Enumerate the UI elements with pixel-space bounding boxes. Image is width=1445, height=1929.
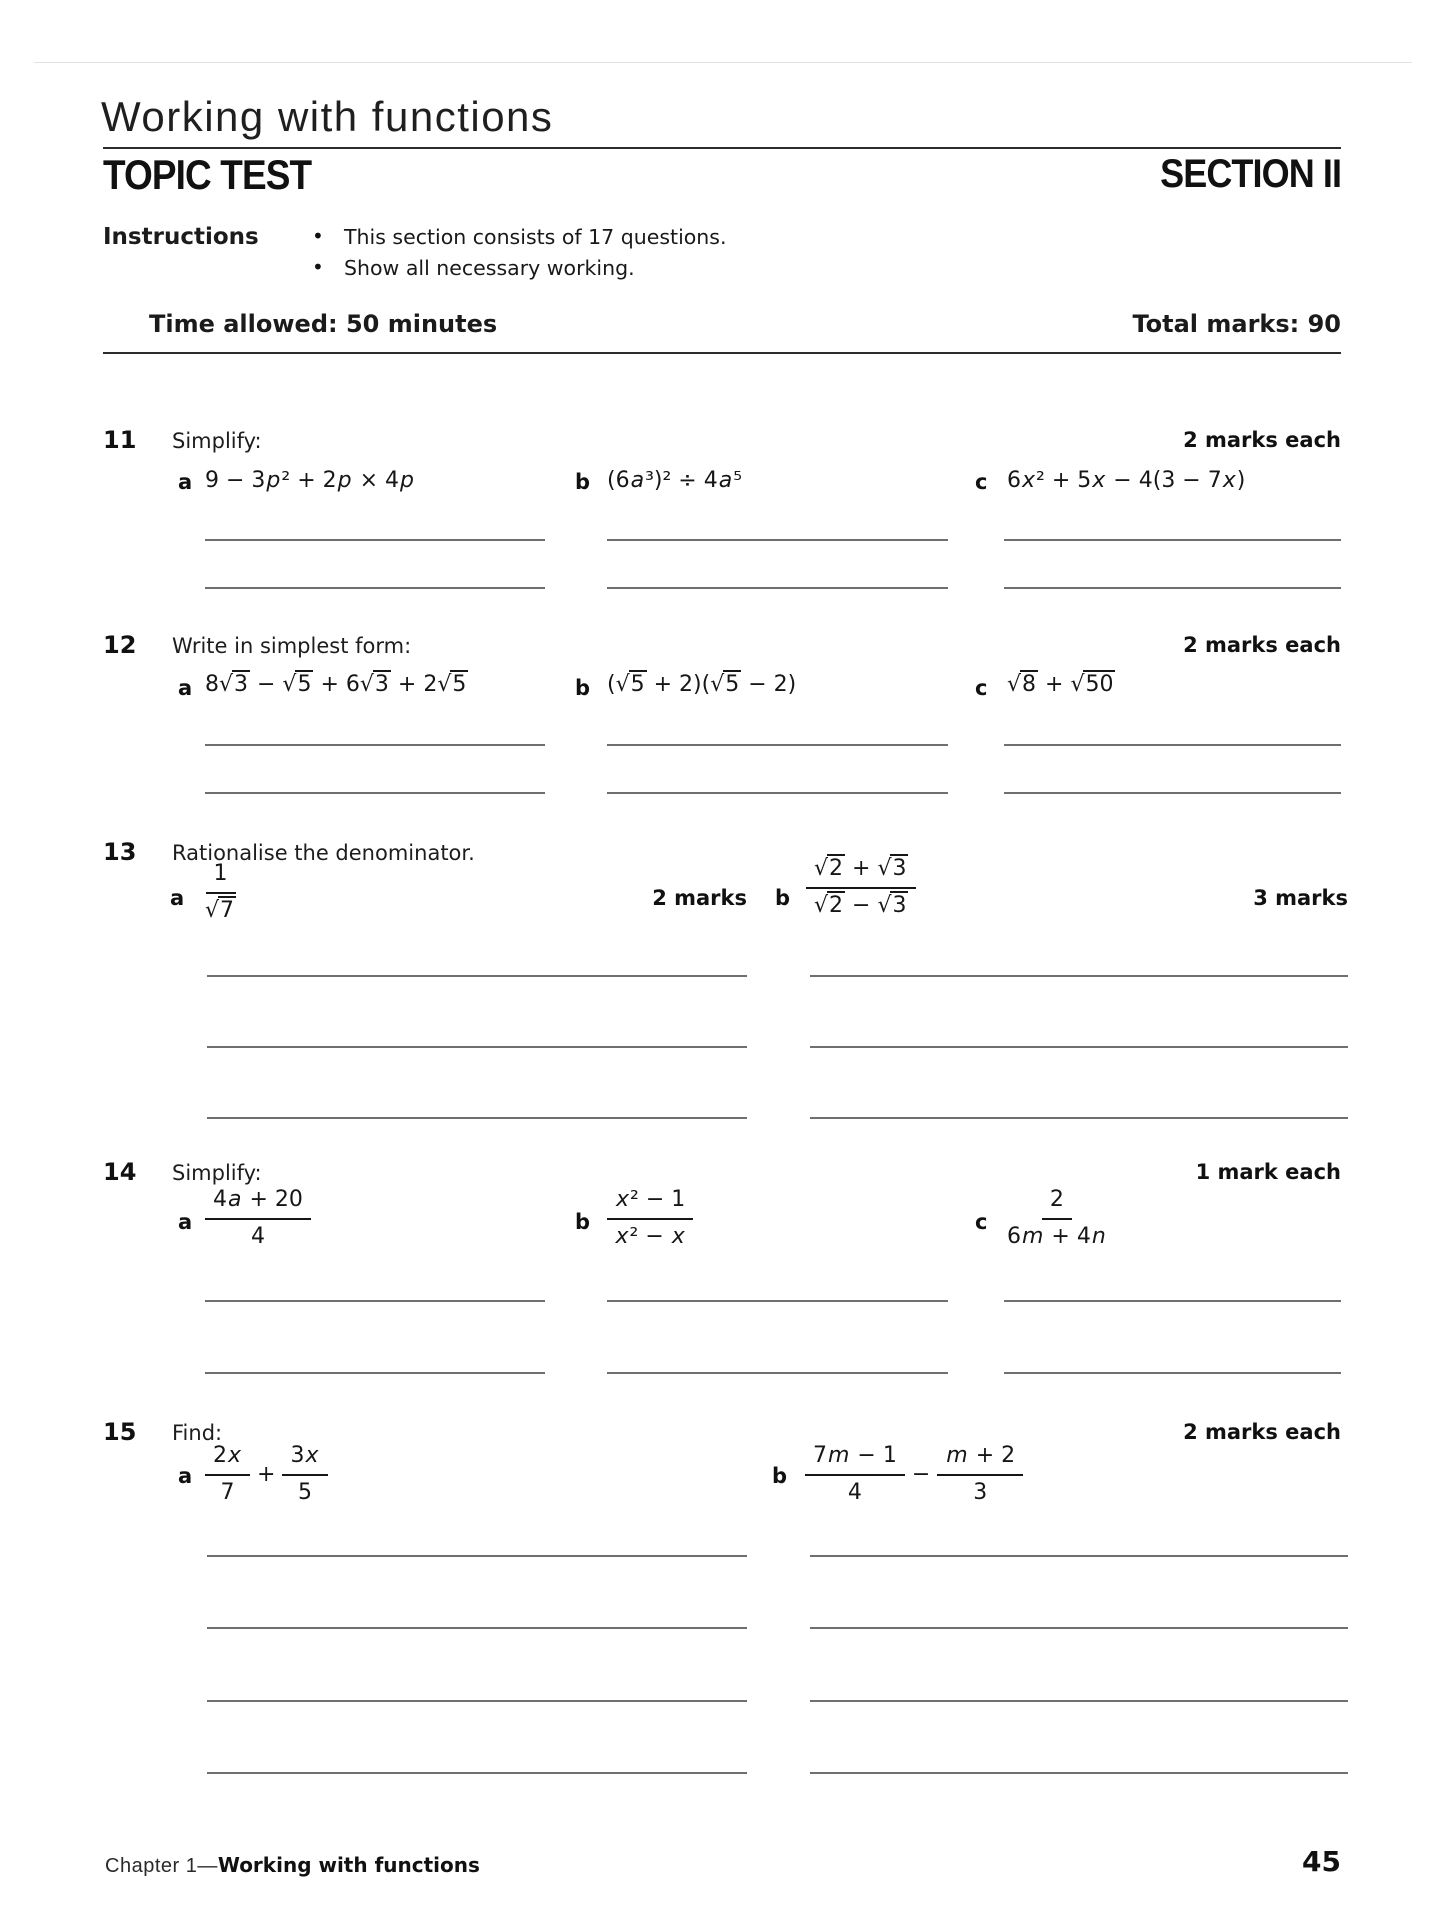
fraction-denominator: 7 (220, 1479, 235, 1505)
answer-line (607, 744, 948, 746)
instructions-label: Instructions (103, 224, 259, 250)
question-prompt: Simplify: (172, 429, 262, 453)
instruction-item: This section consists of 17 questions. (344, 225, 727, 249)
part-label: a (170, 886, 185, 910)
operator: − (911, 1462, 931, 1488)
total-marks: Total marks: 90 (1132, 310, 1341, 338)
part-label: a (178, 676, 193, 700)
fraction-numerator: x² − 1 (607, 1186, 693, 1220)
instruction-item: Show all necessary working. (344, 256, 635, 280)
section-label: SECTION II (1159, 152, 1341, 196)
fraction-denominator: 4 (847, 1479, 862, 1505)
answer-line (1004, 587, 1341, 589)
answer-line (607, 539, 948, 541)
answer-line (1004, 1372, 1341, 1374)
part-label: c (975, 470, 988, 494)
fraction-denominator: 5 (297, 1479, 312, 1505)
answer-line (1004, 1300, 1341, 1302)
answer-line (607, 1300, 948, 1302)
answer-line (810, 1555, 1348, 1557)
answer-line (205, 792, 545, 794)
fraction-denominator: 4 (250, 1223, 265, 1249)
question-prompt: Write in simplest form: (172, 634, 412, 658)
fraction (1007, 1186, 1107, 1251)
fraction-numerator: 4a + 20 (205, 1186, 311, 1220)
answer-line (207, 1117, 747, 1119)
part-label: b (775, 886, 791, 910)
marks-label: 3 marks (1253, 886, 1348, 910)
part-label: c (975, 676, 988, 700)
title-rule (103, 147, 1341, 149)
question-prompt: Simplify: (172, 1161, 262, 1185)
page-edge-artifact (34, 62, 1412, 63)
part-label: a (178, 1464, 193, 1488)
part-label: b (575, 470, 591, 494)
footer-chapter-reference (105, 1853, 480, 1878)
answer-line (207, 1772, 747, 1774)
fraction (205, 1186, 311, 1251)
question-number: 14 (103, 1158, 137, 1186)
part-label: a (178, 470, 193, 494)
answer-line (205, 1300, 545, 1302)
fraction-denominator: √2 − √3 (814, 892, 907, 918)
math-expression: (6a³)² ÷ 4a⁵ (607, 468, 743, 493)
fraction-denominator: 3 (973, 1479, 988, 1505)
answer-line (205, 744, 545, 746)
answer-line (207, 1046, 747, 1048)
question-prompt: Find: (172, 1421, 223, 1445)
answer-line (1004, 744, 1341, 746)
fraction-sum-expression (205, 1442, 328, 1507)
bullet-icon: • (312, 255, 324, 279)
math-expression: 6x² + 5x − 4(3 − 7x) (1007, 468, 1246, 493)
marks-label: 1 mark each (1195, 1160, 1341, 1184)
answer-line (205, 539, 545, 541)
fraction-numerator: 7m − 1 (805, 1442, 905, 1476)
answer-line (810, 1046, 1348, 1048)
chapter-prefix: Chapter 1— (105, 1855, 218, 1877)
answer-line (607, 1372, 948, 1374)
fraction-denominator: √7 (205, 897, 235, 923)
bullet-icon: • (312, 224, 324, 248)
fraction-numerator: 2x (205, 1442, 250, 1476)
part-label: b (575, 676, 591, 700)
question-number: 13 (103, 838, 137, 866)
part-label: a (178, 1210, 193, 1234)
marks-label: 2 marks each (1183, 428, 1341, 452)
header-rule (103, 352, 1341, 354)
answer-line (207, 975, 747, 977)
answer-line (810, 975, 1348, 977)
answer-line (205, 587, 545, 589)
math-expression: √8 + √50 (1007, 672, 1114, 697)
math-expression: 9 − 3p² + 2p × 4p (205, 468, 414, 493)
fraction-numerator: √2 + √3 (806, 855, 916, 889)
answer-line (810, 1117, 1348, 1119)
answer-line (207, 1700, 747, 1702)
operator: + (257, 1462, 276, 1488)
fraction-denominator: x² − x (615, 1223, 685, 1249)
question-number: 11 (103, 426, 137, 454)
answer-line (1004, 792, 1341, 794)
question-number: 15 (103, 1418, 137, 1446)
answer-line (207, 1555, 747, 1557)
fraction-sum-expression (805, 1442, 1023, 1507)
math-expression: (√5 + 2)(√5 − 2) (607, 672, 797, 697)
math-expression: 8√3 − √5 + 6√3 + 2√5 (205, 672, 467, 697)
answer-line (207, 1627, 747, 1629)
topic-test-label: TOPIC TEST (103, 151, 312, 198)
answer-line (810, 1700, 1348, 1702)
fraction (607, 1186, 693, 1251)
fraction-numerator: m + 2 (937, 1442, 1023, 1476)
question-prompt: Rationalise the denominator. (172, 841, 475, 865)
page-number: 45 (1302, 1845, 1341, 1878)
chapter-title: Working with functions (101, 93, 554, 140)
answer-line (810, 1627, 1348, 1629)
marks-label: 2 marks (652, 886, 747, 910)
fraction-numerator: 3x (282, 1442, 327, 1476)
part-label: b (575, 1210, 591, 1234)
marks-label: 2 marks each (1183, 1420, 1341, 1444)
fraction-numerator: 1 (206, 860, 236, 894)
marks-label: 2 marks each (1183, 633, 1341, 657)
part-label: c (975, 1210, 988, 1234)
answer-line (607, 587, 948, 589)
part-label: b (772, 1464, 788, 1488)
answer-line (205, 1372, 545, 1374)
answer-line (607, 792, 948, 794)
answer-line (810, 1772, 1348, 1774)
fraction-denominator: 6m + 4n (1007, 1223, 1106, 1249)
chapter-name: Working with functions (217, 1853, 480, 1877)
answer-line (1004, 539, 1341, 541)
time-allowed: Time allowed: 50 minutes (149, 310, 498, 338)
fraction-numerator: 2 (1042, 1186, 1072, 1220)
question-number: 12 (103, 631, 137, 659)
